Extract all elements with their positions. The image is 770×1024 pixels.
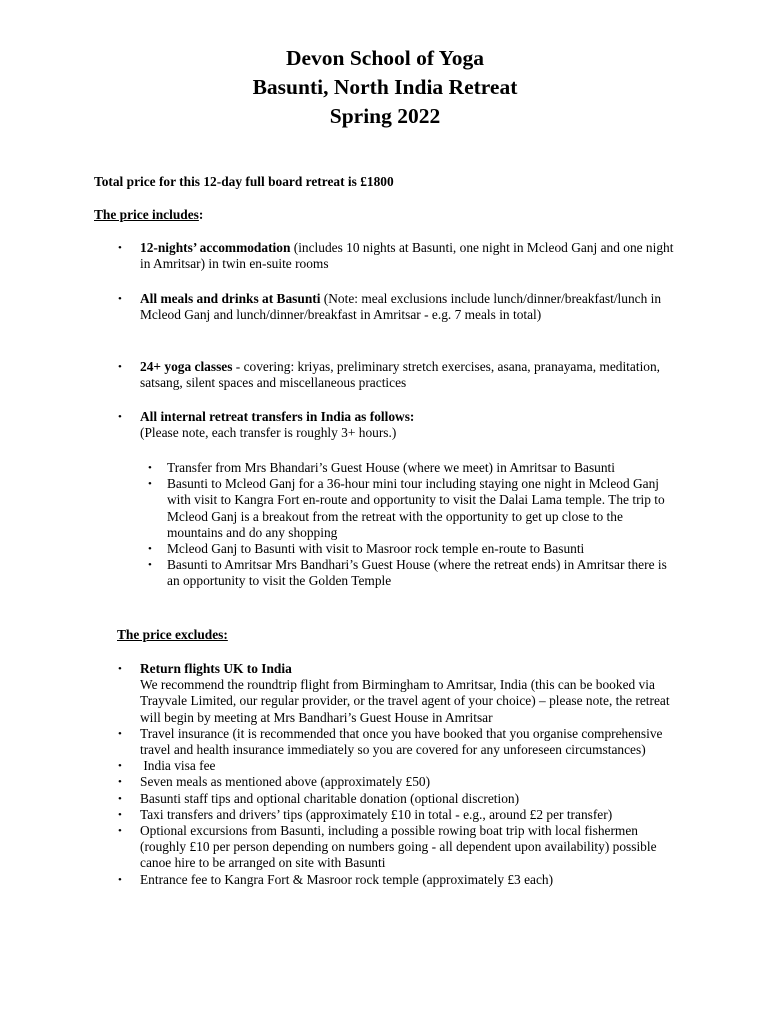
bullet-icon: • bbox=[118, 808, 122, 821]
bullet-icon: • bbox=[118, 411, 122, 423]
includes-heading-text: The price includes bbox=[94, 207, 199, 222]
includes-heading bbox=[94, 207, 203, 223]
include-item-title: All meals and drinks at Basunti bbox=[140, 291, 321, 306]
exclude-item-text: Taxi transfers and drivers’ tips (approximately £10 in total - e.g., around £2 per transfer) bbox=[140, 806, 613, 822]
exclude-item-text: Basunti staff tips and optional charitable donation (optional discretion) bbox=[140, 790, 520, 806]
include-item-title: All internal retreat transfers in India as follows: bbox=[140, 409, 415, 424]
exclude-item-text: Travel insurance (it is recommended that once you have booked that you organise comprehensive travel and health insurance immediately so you are covered for any unforeseen circumstances) bbox=[140, 725, 663, 758]
exclude-item bbox=[118, 774, 680, 790]
bullet-icon: • bbox=[118, 760, 122, 773]
transfer-item-text: Basunti to Amritsar Mrs Bandhari’s Guest House (where the retreat ends) in Amritsar there is an opportunity to visit the Golden Temple bbox=[167, 557, 667, 589]
excludes-list bbox=[118, 661, 680, 888]
bullet-icon: • bbox=[118, 873, 122, 886]
exclude-item-text: India visa fee bbox=[140, 758, 216, 774]
bullet-icon: • bbox=[118, 242, 122, 254]
exclude-item-text: Seven meals as mentioned above (approximately £50) bbox=[140, 774, 431, 790]
title-line-retreat: Basunti, North India Retreat bbox=[252, 75, 518, 99]
exclude-item-title: Return flights UK to India bbox=[140, 661, 292, 676]
include-item-text: (Note: meal exclusions include lunch/dinner/breakfast/lunch in Mcleod Ganj and lunch/dinner/breakfast in Amritsar - e.g. 7 meals in total) bbox=[140, 291, 662, 323]
includes-heading-colon: : bbox=[198, 207, 204, 222]
exclude-item bbox=[118, 806, 680, 823]
excludes-heading: The price excludes: bbox=[117, 627, 228, 642]
exclude-item bbox=[118, 871, 680, 888]
include-item-title: 12-nights’ accommodation bbox=[140, 240, 291, 255]
include-item-text: (includes 10 nights at Basunti, one night in Mcleod Ganj and one night in Amritsar) in twin en-suite rooms bbox=[140, 240, 674, 272]
bullet-icon: • bbox=[148, 462, 152, 474]
exclude-item-text: Entrance fee to Kangra Fort & Masroor rock temple (approximately £3 each) bbox=[140, 871, 554, 887]
bullet-icon: • bbox=[118, 663, 122, 675]
include-item bbox=[118, 240, 680, 272]
transfer-item-text: Mcleod Ganj to Basunti with visit to Masroor rock temple en-route to Basunti bbox=[167, 541, 585, 557]
exclude-item bbox=[118, 790, 680, 807]
bullet-icon: • bbox=[148, 559, 152, 572]
include-item-text: - covering: kriyas, preliminary stretch exercises, asana, pranayama, meditation, satsang, silent spaces and miscellaneous practices bbox=[140, 359, 661, 391]
transfer-item-text: Transfer from Mrs Bhandari’s Guest House (where we meet) in Amritsar to Basunti bbox=[167, 460, 616, 475]
exclude-item bbox=[118, 661, 680, 726]
bullet-icon: • bbox=[118, 727, 122, 740]
transfer-item bbox=[148, 460, 677, 476]
include-item-title: 24+ yoga classes bbox=[140, 359, 233, 374]
bullet-icon: • bbox=[118, 361, 122, 373]
transfer-item bbox=[148, 557, 677, 589]
exclude-item bbox=[118, 725, 680, 758]
bullet-icon: • bbox=[118, 776, 122, 789]
bullet-icon: • bbox=[148, 478, 152, 491]
title-line-school: Devon School of Yoga bbox=[285, 46, 485, 70]
include-item bbox=[118, 409, 680, 441]
include-item bbox=[118, 359, 680, 391]
transfer-item bbox=[148, 541, 677, 557]
title-line-season: Spring 2022 bbox=[329, 104, 441, 128]
include-item bbox=[118, 291, 680, 323]
exclude-item bbox=[118, 758, 680, 774]
transfer-item-text: Basunti to Mcleod Ganj for a 36-hour mini tour including staying one night in Mcleod Ganj with visit to Kangra Fort en-route and opportunity to visit the Dalai Lama temple. The trip to Mcleod Ganj is a breakout from the retreat with the opportunity to get up close to the mountains and do any shopping bbox=[167, 476, 665, 540]
exclude-item bbox=[118, 823, 680, 872]
bullet-icon: • bbox=[118, 825, 122, 838]
bullet-icon: • bbox=[118, 293, 122, 305]
bullet-icon: • bbox=[148, 543, 152, 556]
exclude-item-text: We recommend the roundtrip flight from Birmingham to Amritsar, India (this can be booked via Trayvale Limited, our regular provider, or the travel agent of your choice) – please note, the retreat will begin by meeting at Mrs Bandhari’s Guest House in Amritsar bbox=[140, 677, 670, 725]
document-title bbox=[0, 44, 770, 131]
transfer-item bbox=[148, 476, 677, 541]
exclude-item-text: Optional excursions from Basunti, including a possible rowing boat trip with local fishermen (roughly £10 per person depending on numbers going - all dependent upon availability) possible canoe hire to be arranged on site with Basunti bbox=[140, 823, 657, 871]
transfers-list bbox=[148, 460, 677, 590]
bullet-icon: • bbox=[118, 792, 122, 805]
total-price: Total price for this 12-day full board retreat is £1800 bbox=[94, 174, 394, 189]
include-item-text: (Please note, each transfer is roughly 3+ hours.) bbox=[140, 425, 397, 441]
